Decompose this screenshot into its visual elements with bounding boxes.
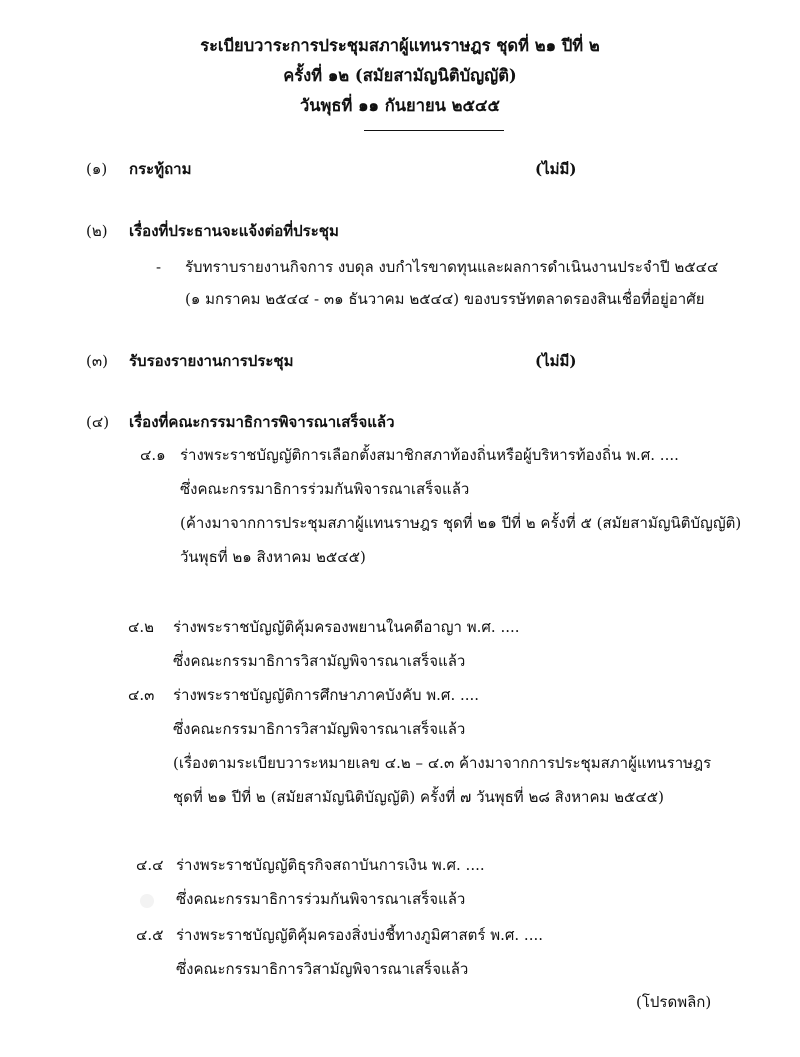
item-4-2-committee: ซึ่งคณะกรรมาธิการวิสามัญพิจารณาเสร็จแล้ว [173, 652, 466, 670]
item-4-3-note-line-1: (เรื่องตามระเบียบวาระหมายเลข ๔.๒ – ๔.๓ ค้างมาจากการประชุมสภาผู้แทนราษฎร [173, 754, 712, 772]
item-4-3-note-line-2: ชุดที่ ๒๑ ปีที่ ๒ (สมัยสามัญนิติบัญญัติ) ครั้งที่ ๗ วันพุธที่ ๒๘ สิงหาคม ๒๕๔๕) [173, 788, 664, 806]
section-3-title: รับรองรายงานการประชุม [129, 352, 294, 370]
header-session: ครั้งที่ ๑๒ (สมัยสามัญนิติบัญญัติ) [283, 66, 517, 85]
item-4-4-number: ๔.๔ [136, 856, 164, 874]
turn-over-note: (โปรดพลิก) [636, 993, 712, 1011]
section-2-number: (๒) [86, 222, 108, 240]
item-4-4-title: ร่างพระราชบัญญัติธุรกิจสถาบันการเงิน พ.ศ. .... [176, 856, 485, 874]
section-1-number: (๑) [86, 160, 108, 178]
section-2-item-line-1: รับทราบรายงานกิจการ งบดุล งบกำไรขาดทุนและผลการดำเนินงานประจำปี ๒๕๔๔ [185, 258, 719, 276]
section-3-status: (ไม่มี) [535, 352, 577, 370]
item-4-3-number: ๔.๓ [128, 686, 155, 704]
item-4-4-committee: ซึ่งคณะกรรมาธิการร่วมกันพิจารณาเสร็จแล้ว [176, 890, 466, 908]
item-4-5-number: ๔.๕ [136, 926, 164, 944]
section-4-number: (๔) [86, 413, 110, 431]
header-divider [364, 130, 504, 131]
section-2-dash: - [156, 258, 162, 276]
item-4-1-committee: ซึ่งคณะกรรมาธิการร่วมกันพิจารณาเสร็จแล้ว [180, 480, 470, 498]
section-2-item-line-2: (๑ มกราคม ๒๕๔๔ - ๓๑ ธันวาคม ๒๕๔๔) ของบรรษัทตลาดรองสินเชื่อที่อยู่อาศัย [185, 290, 705, 308]
item-4-1-note-line-2: วันพุธที่ ๒๑ สิงหาคม ๒๕๔๕) [180, 548, 366, 566]
section-4-title: เรื่องที่คณะกรรมาธิการพิจารณาเสร็จแล้ว [129, 413, 395, 431]
section-1-title: กระทู้ถาม [129, 160, 192, 178]
item-4-1-number: ๔.๑ [140, 446, 166, 464]
section-2-title: เรื่องที่ประธานจะแจ้งต่อที่ประชุม [129, 222, 339, 240]
section-1-status: (ไม่มี) [535, 160, 577, 178]
header-title: ระเบียบวาระการประชุมสภาผู้แทนราษฎร ชุดที่ ๒๑ ปีที่ ๒ [200, 36, 600, 55]
item-4-3-committee: ซึ่งคณะกรรมาธิการวิสามัญพิจารณาเสร็จแล้ว [173, 720, 466, 738]
item-4-5-title: ร่างพระราชบัญญัติคุ้มครองสิ่งบ่งชี้ทางภูมิศาสตร์ พ.ศ. .... [176, 926, 544, 944]
item-4-1-title: ร่างพระราชบัญญัติการเลือกตั้งสมาชิกสภาท้องถิ่นหรือผู้บริหารท้องถิ่น พ.ศ. .... [180, 446, 679, 464]
header-date: วันพุธที่ ๑๑ กันยายน ๒๕๔๕ [299, 96, 501, 115]
scan-speck [140, 894, 154, 908]
item-4-2-title: ร่างพระราชบัญญัติคุ้มครองพยานในคดีอาญา พ.ศ. .... [173, 618, 520, 636]
item-4-2-number: ๔.๒ [128, 618, 155, 636]
section-3-number: (๓) [86, 352, 108, 370]
item-4-5-committee: ซึ่งคณะกรรมาธิการวิสามัญพิจารณาเสร็จแล้ว [176, 960, 469, 978]
item-4-1-note-line-1: (ค้างมาจากการประชุมสภาผู้แทนราษฎร ชุดที่ ๒๑ ปีที่ ๒ ครั้งที่ ๕ (สมัยสามัญนิติบัญญัติ) [180, 514, 742, 532]
item-4-3-title: ร่างพระราชบัญญัติการศึกษาภาคบังคับ พ.ศ. .... [173, 686, 480, 704]
